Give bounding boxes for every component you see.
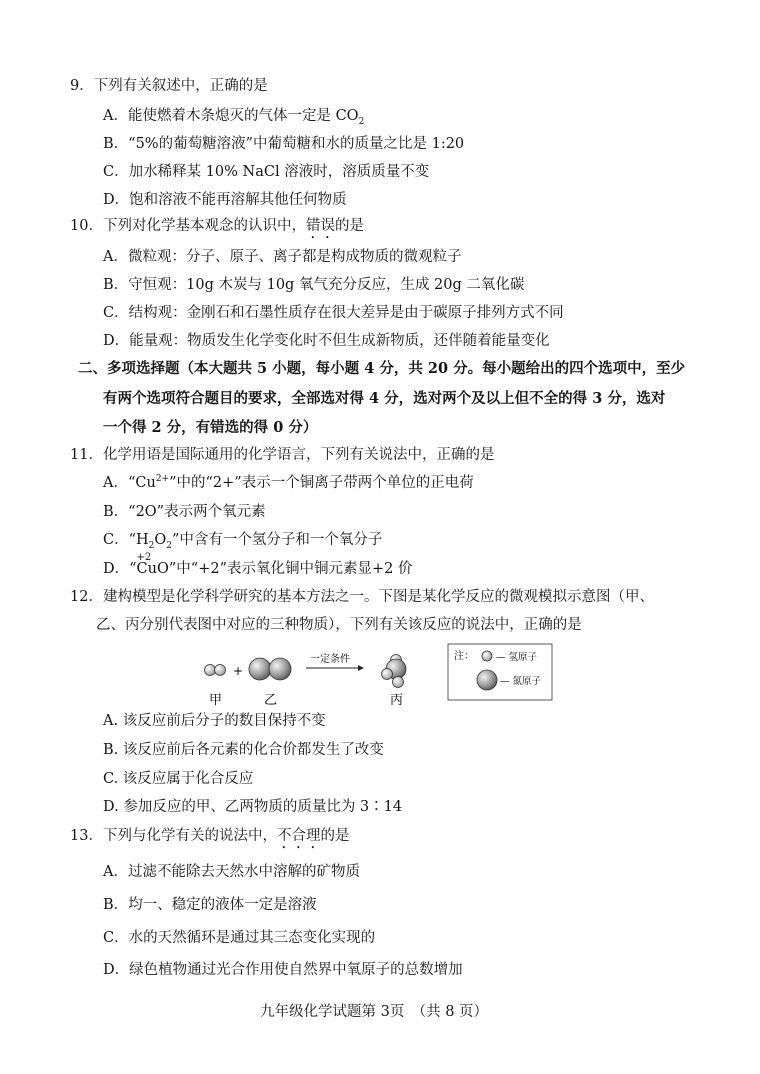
q11-stem: 11．化学用语是国际通用的化学语言，下列有关说法中，正确的是 [70, 447, 495, 463]
plus-sign: + [233, 664, 244, 678]
q13-option-d: D．绿色植物通过光合作用使自然界中氧原子的总数增加 [103, 962, 463, 978]
q9-option-c: C．加水稀释某 10% NaCl 溶液时，溶质质量不变 [103, 164, 430, 180]
label-yi: 乙 [264, 693, 278, 708]
q10-option-c: C．结构观：金刚石和石墨性质存在很大差异是由于碳原子排列方式不同 [103, 305, 564, 321]
q12-option-d: D. 参加反应的甲、乙两物质的质量比为 3∶14 [103, 799, 403, 815]
q11-option-b: B．“2O”表示两个氧元素 [103, 504, 266, 520]
q10-option-b: B．守恒观：10g 木炭与 10g 氧气充分反应，生成 20g 二氧化碳 [103, 277, 525, 293]
q13-option-c: C．水的天然循环是通过其三态变化实现的 [103, 930, 376, 946]
q9-stem: 9．下列有关叙述中，正确的是 [70, 78, 268, 94]
q12-option-c: C. 该反应属于化合反应 [103, 771, 254, 787]
q13-option-a: A．过滤不能除去天然水中溶解的矿物质 [103, 864, 360, 880]
molecule-jia [205, 665, 226, 676]
section2-heading-line2: 有两个选项符合题目的要求，全部选对得 4 分，选对两个及以上但不全的得 3 分，选对 [103, 390, 666, 407]
valence-mark: +2 [136, 552, 152, 563]
q12-option-b: B. 该反应前后各元素的化合价都发生了改变 [103, 742, 384, 758]
section2-heading-line3: 一个得 2 分，有错选的得 0 分） [103, 419, 318, 436]
legend-h-atom [482, 651, 492, 661]
page-footer: 九年级化学试题第 3页 （共 8 页） [260, 1004, 489, 1020]
q12-stem-line1: 12．建构模型是化学科学研究的基本方法之一。下图是某化学反应的微观模拟示意图（甲、 [70, 589, 654, 605]
q13-option-b: B．均一、稳定的液体一定是溶液 [103, 897, 317, 913]
legend-nitrogen: — 氮原子 [500, 676, 542, 687]
q11-option-c: C．“$H_2O_2$”中含有一个氢分子和一个氧分子 [103, 532, 383, 551]
legend-box [448, 644, 552, 700]
q13-stem: 13．下列与化学有关的说法中，不合理的是 [70, 828, 350, 844]
legend-n-atom [477, 670, 497, 690]
label-jia: 甲 [209, 693, 223, 708]
q12-option-a: A. 该反应前后分子的数目保持不变 [103, 713, 326, 729]
label-bing: 丙 [390, 693, 404, 708]
q9-option-d: D．饱和溶液不能再溶解其他任何物质 [103, 192, 347, 208]
molecule-yi [249, 658, 291, 680]
molecule-bing [382, 655, 407, 688]
q11-option-d: D．“ +2 CuO”中“+2”表示氧化铜中铜元素显+2 价 [103, 559, 412, 579]
reaction-condition: 一定条件 [310, 654, 350, 665]
legend-title: 注： [454, 651, 474, 662]
q12-stem-line2: 乙、丙分别代表图中对应的三种物质），下列有关该反应的说法中，正确的是 [96, 617, 582, 633]
q11-option-a: A．“$Cu^{2+}$”中的“2+”表示一个铜离子带两个单位的正电荷 [103, 474, 474, 491]
reaction-diagram [200, 642, 560, 712]
q10-option-a: A．微粒观：分子、原子、离子都是构成物质的微观粒子 [103, 249, 462, 265]
q10-option-d: D．能量观：物质发生化学变化时不但生成新物质，还伴随着能量变化 [103, 333, 550, 349]
legend-hydrogen: — 氢原子 [496, 652, 538, 663]
q10-stem: 10．下列对化学基本观念的认识中，错误的是 [70, 218, 364, 234]
section2-heading-line1: 二、多项选择题（本大题共 5 小题，每小题 4 分，共 20 分。每小题给出的四个选项中，至少 [78, 360, 686, 377]
arrow-head [358, 665, 364, 671]
q9-option-b: B．“5%的葡萄糖溶液”中葡萄糖和水的质量之比是 1:20 [103, 136, 465, 152]
q9-option-a: A．能使燃着木条熄灭的气体一定是 $CO_2$ [103, 108, 365, 127]
